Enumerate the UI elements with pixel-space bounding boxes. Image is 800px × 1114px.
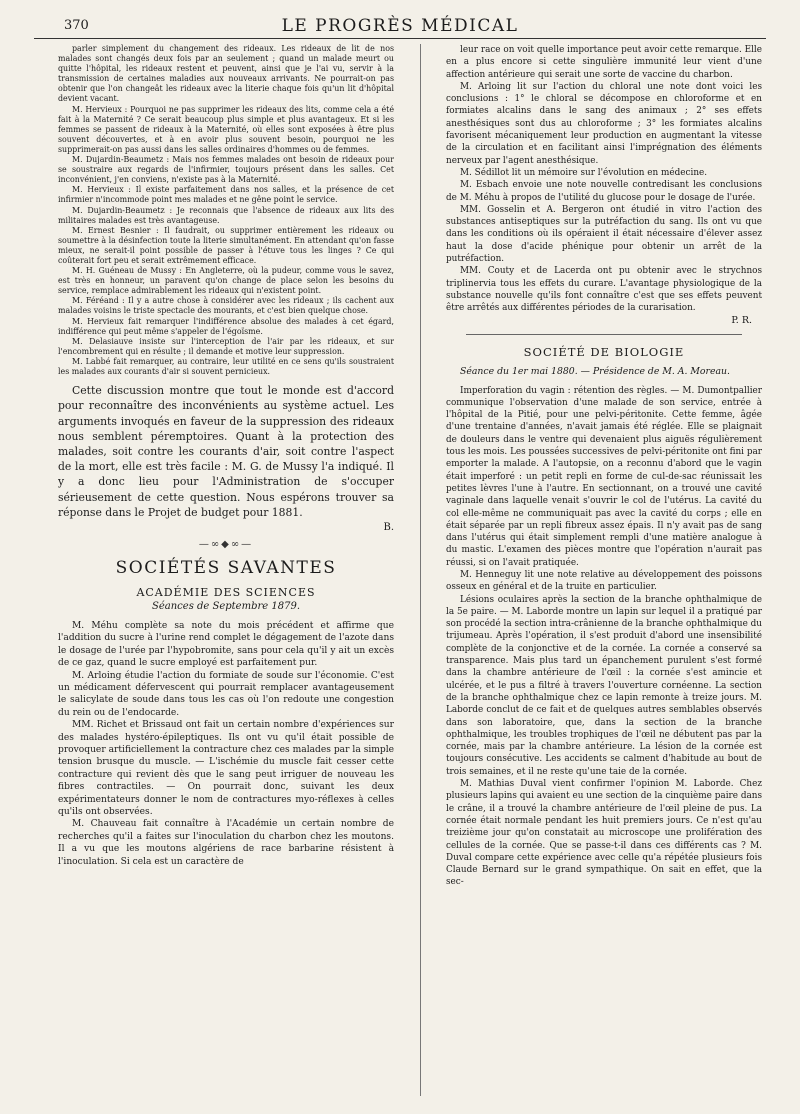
- left-column: [58, 44, 394, 1106]
- academy-block: [58, 620, 394, 868]
- running-title: LE PROGRÈS MÉDICAL: [281, 16, 519, 36]
- section-heading: SOCIÉTÉS SAVANTES: [115, 557, 337, 578]
- academy-paragraph: M. Arloing lit sur l'action du chloral une note dont voici les conclusions : 1° le chloral se décompose en chloroforme et en formiates alcalins dans le sang des animaux ; 2° ses effets anesthésiques sont dus au chloroforme ; 3° les formiates alcalins favorisent mécaniquement leur production en augmentant la vitesse de la circulation et en facilitant ainsi l'imprégnation des éléments nerveux par l'agent anesthésique.: [446, 81, 762, 166]
- academy-paragraph: M. Arloing étudie l'action du formiate de soude sur l'économie. C'est un médicament défervescent qui pourrait remplacer avantageusement le salicylate de soude dans tous les cas où l'on redoute une congestion du rein ou de l'endocarde.: [58, 670, 394, 718]
- academy-paragraph: leur race on voit quelle importance peut avoir cette remarque. Elle en a plus encore si cette singulière immunité leur vient d'une affection antérieure qui serait une sorte de vaccine du charbon.: [446, 45, 762, 80]
- discussion-paragraph: M. Hervieux fait remarquer l'indifférence absolue des malades à cet égard, indifférence qui peut même s'appeler de l'égoïsme.: [58, 316, 394, 336]
- right-column: [446, 44, 762, 1106]
- seance-line: Séance du 1er mai 1880. — Présidence de M. A. Moreau.: [460, 365, 730, 377]
- section-ornament: —∞◆∞—: [198, 538, 254, 550]
- academy-heading: ACADÉMIE DES SCIENCES: [136, 585, 316, 599]
- conclusion-paragraph: Cette discussion montre que tout le monde est d'accord pour reconnaître des inconvénients au système actuel. Les arguments invoqués en faveur de la suppression des rideaux nous semblent péremptoires. Quant à la protection des malades, soit contre les courants d'air, soit contre l'aspect de la mort, elle est très facile : M. G. de Mussy l'a indiqué. Il y a donc lieu pour l'Administration de s'occuper sérieusement de cette question. Nous espérons trouver sa réponse dans le Projet de budget pour 1881.: [58, 384, 394, 519]
- discussion-paragraph: M. Delasiauve insiste sur l'interception de l'air par les rideaux, et sur l'encombrement qui en résulte ; il demande et motive leur suppression.: [58, 336, 394, 356]
- academy-continued-block: [446, 44, 762, 326]
- section-heading: SOCIÉTÉ DE BIOLOGIE: [523, 344, 685, 359]
- column-divider: [420, 44, 421, 1096]
- discussion-paragraph: M. Féréand : Il y a autre chose à considérer avec les rideaux ; ils cachent aux malades voisins le triste spectacle des mourants, et c'est bien quelque chose.: [58, 296, 394, 316]
- academy-paragraph: M. Méhu complète sa note du mois précédent et affirme que l'addition du sucre à l'urine rend complet le dégagement de l'azote dans le dosage de l'urée par l'hypobromite, sans pour cela qu'il y ait un excès de ce gaz, quand le sucre employé est parfaitement pur.: [58, 620, 394, 669]
- discussion-paragraph: M. Dujardin-Beaumetz : Mais nos femmes malades ont besoin de rideaux pour se soustraire aux regards de l'infirmier, toujours présent dans les salles. Cet inconvénient, j'en conviens, n'existe pas à la Maternité.: [58, 155, 394, 185]
- discussion-paragraph: M. Dujardin-Beaumetz : Je reconnais que l'absence de rideaux aux lits des militaires malades est très avantageuse.: [58, 205, 394, 225]
- academy-paragraph: MM. Richet et Brissaud ont fait un certain nombre d'expériences sur des malades hystéro-épileptiques. Ils ont vu qu'il était possible de provoquer artificiellement la contracture chez ces malades par la simple tension brusque du muscle. — L'ischémie du muscle fait cesser cette contracture qui revient dès que le sang peut irriguer de nouveau les fibres contractiles. — On pourrait donc, suivant les deux expérimentateurs donner le nom de contractures myo-réflexes à celles qu'ils ont observées.: [58, 720, 394, 818]
- biology-block: [446, 365, 762, 889]
- biology-paragraph: Imperforation du vagin : rétention des règles. — M. Dumontpallier communique l'observation d'une malade de son service, entrée à l'hôpital de la Pitié, pour une pelvi-péritonite. Cette femme, âgée d'une trentaine d'années, n'avait jamais été réglée. Elle se plaignait de douleurs dans le ventre qui devenaient plus aiguës régulièrement tous les mois. Les poussées successives de pelvi-péritonite ont fini par emporter la malade. A l'autopsie, on a reconnu d'abord que le vagin était imperforé : un petit repli en forme de cul-de-sac réunissait les petites lèvres l'une à l'autre. En sectionnant, on a trouvé une cavité vaginale dans laquelle venait s'ouvrir le col de l'utérus. La cavité du col elle-même ne communiquait pas avec la cavité du corps ; elle en était séparée par un repli fibreux assez épais. Il n'y avait pas de sang dans l'utérus qui était simplement rempli d'une matière analogue à du mastic. L'examen des pièces montre que l'opération n'aurait pas réussi, si on l'avait pratiquée.: [446, 385, 762, 568]
- discussion-paragraph: M. H. Guéneau de Mussy : En Angleterre, où la pudeur, comme vous le savez, est très en honneur, un paravent qu'on change de place selon les besoins du service, remplace admirablement les rideaux qui n'existent point.: [58, 266, 394, 296]
- academy-paragraph: MM. Gosselin et A. Bergeron ont étudié in vitro l'action des substances antiseptiques sur la putréfaction du sang. Ils ont vu que dans les conditions où ils opéraient il était nécessaire d'élever assez haut la dose d'acide phénique pour obtenir un arrêt de la putréfaction.: [446, 204, 762, 265]
- discussion-paragraph: M. Hervieux : Il existe parfaitement dans nos salles, et la présence de cet infirmier n'incommode point mes malades et ne gêne point le service.: [58, 185, 394, 205]
- academy-paragraph: M. Esbach envoie une note nouvelle contredisant les conclusions de M. Méhu à propos de l'utilité du glucose pour le dosage de l'urée.: [446, 180, 762, 203]
- biology-paragraph: M. Mathias Duval vient confirmer l'opinion M. Laborde. Chez plusieurs lapins qui avaient eu une section de la cinquième paire dans le crâne, il a trouvé la chambre antérieure de l'œil pleine de pus. La cornée était normale pendant les huit premiers jours. Ce n'est qu'au treizième jour qu'on constatait au microscope une prolifération des cellules de la cornée. Que se passe-t-il dans ces différents cas ? M. Duval compare cette expérience avec celle qu'a répétée plusieurs fois Claude Bernard sur le grand sympathique. On sait en effet, que la sec-: [446, 779, 762, 888]
- section-rule: [466, 334, 742, 335]
- academy-paragraph: MM. Couty et de Lacerda ont pu obtenir avec le strychnos triplinervia tous les effets du curare. L'avantage physiologique de la substance nouvelle qu'ils font connaître c'est que ses effets peuvent être arrêtés aux différentes périodes de la curarisation.: [446, 266, 762, 314]
- discussion-paragraph: parler simplement du changement des rideaux. Les rideaux de lit de nos malades sont changés deux fois par an seulement ; quand un malade meurt ou quitte l'hôpital, les rideaux restent et peuvent, ainsi que je l'ai vu, servir à la transmission de certaines maladies aux nouveaux arrivants. Ne pourrait-on pas obtenir que l'on changeât les rideaux avec la literie chaque fois qu'un lit d'hôpital devient vacant.: [58, 44, 394, 104]
- biology-paragraph: Lésions oculaires après la section de la branche ophthalmique de la 5e paire. — M. Laborde montre un lapin sur lequel il a pratiqué par son procédé la section intra-crânienne de la branche ophthalmique du trijumeau. Après l'opération, il s'est produit d'abord une insensibilité complète de la conjonctive et de la cornée. La cornée a conservé sa transparence. Mais plus tard un épanchement purulent s'est formé dans la chambre antérieure de l'œil : la cornée s'est amincie et ulcérée, et le pus a filtré à travers l'ouverture cornéenne. La section de la branche ophthalmique chez ce lapin remonte à treize jours. M. Laborde conclut de ce fait et de quelques autres semblables observés dans son laboratoire, que, dans la section de la branche ophthalmique, les troubles trophiques de l'œil ne débutent pas par la cornée, mais par la chambre antérieure. La lésion de la cornée est toujours consécutive. Les accidents se calment d'habitude au bout de trois semaines, et il ne reste qu'une taie de la cornée.: [446, 594, 762, 777]
- page-number: 370: [64, 18, 89, 33]
- academy-paragraph: M. Sédillot lit un mémoire sur l'évolution en médecine.: [460, 167, 708, 178]
- page-header: [34, 14, 766, 39]
- author-signature: P. R.: [731, 314, 752, 326]
- academy-date: Séances de Septembre 1879.: [152, 600, 300, 612]
- academy-paragraph: M. Chauveau fait connaître à l'Académie un certain nombre de recherches qu'il a faites sur l'inoculation du charbon chez les moutons. Il a vu que les moutons algériens de race barbarine résistent à l'inoculation. Si cela est un caractère de: [58, 819, 394, 867]
- discussion-block: [58, 44, 394, 377]
- discussion-paragraph: M. Ernest Besnier : Il faudrait, ou supprimer entièrement les rideaux ou soumettre à la désinfection toute la literie simultanément. En attendant qu'on fasse mieux, ne serait-il point possible de passer à l'étuve tous les linges ? Ce qui coûterait fort peu et serait extrêmement efficace.: [58, 225, 394, 265]
- discussion-paragraph: M. Labbé fait remarquer, au contraire, leur utilité en ce sens qu'ils soustraient les malades aux courants d'air si souvent pernicieux.: [58, 356, 394, 376]
- discussion-paragraph: M. Hervieux : Pourquoi ne pas supprimer les rideaux des lits, comme cela a été fait à la Maternité ? Ce serait beaucoup plus simple et plus avantageux. Et si les femmes se passent de rideaux à la Maternité, où elles sont exposées à être plus souvent découvertes, et à en avoir plus souvent besoin, pourquoi ne les supprimerait-on pas aussi dans les salles ordinaires d'hommes ou de femmes.: [58, 104, 394, 154]
- author-signature: B.: [383, 521, 394, 533]
- biology-paragraph: M. Henneguy lit une note relative au développement des poissons osseux en général et de la truite en particulier.: [446, 569, 762, 593]
- conclusion-block: [58, 383, 394, 533]
